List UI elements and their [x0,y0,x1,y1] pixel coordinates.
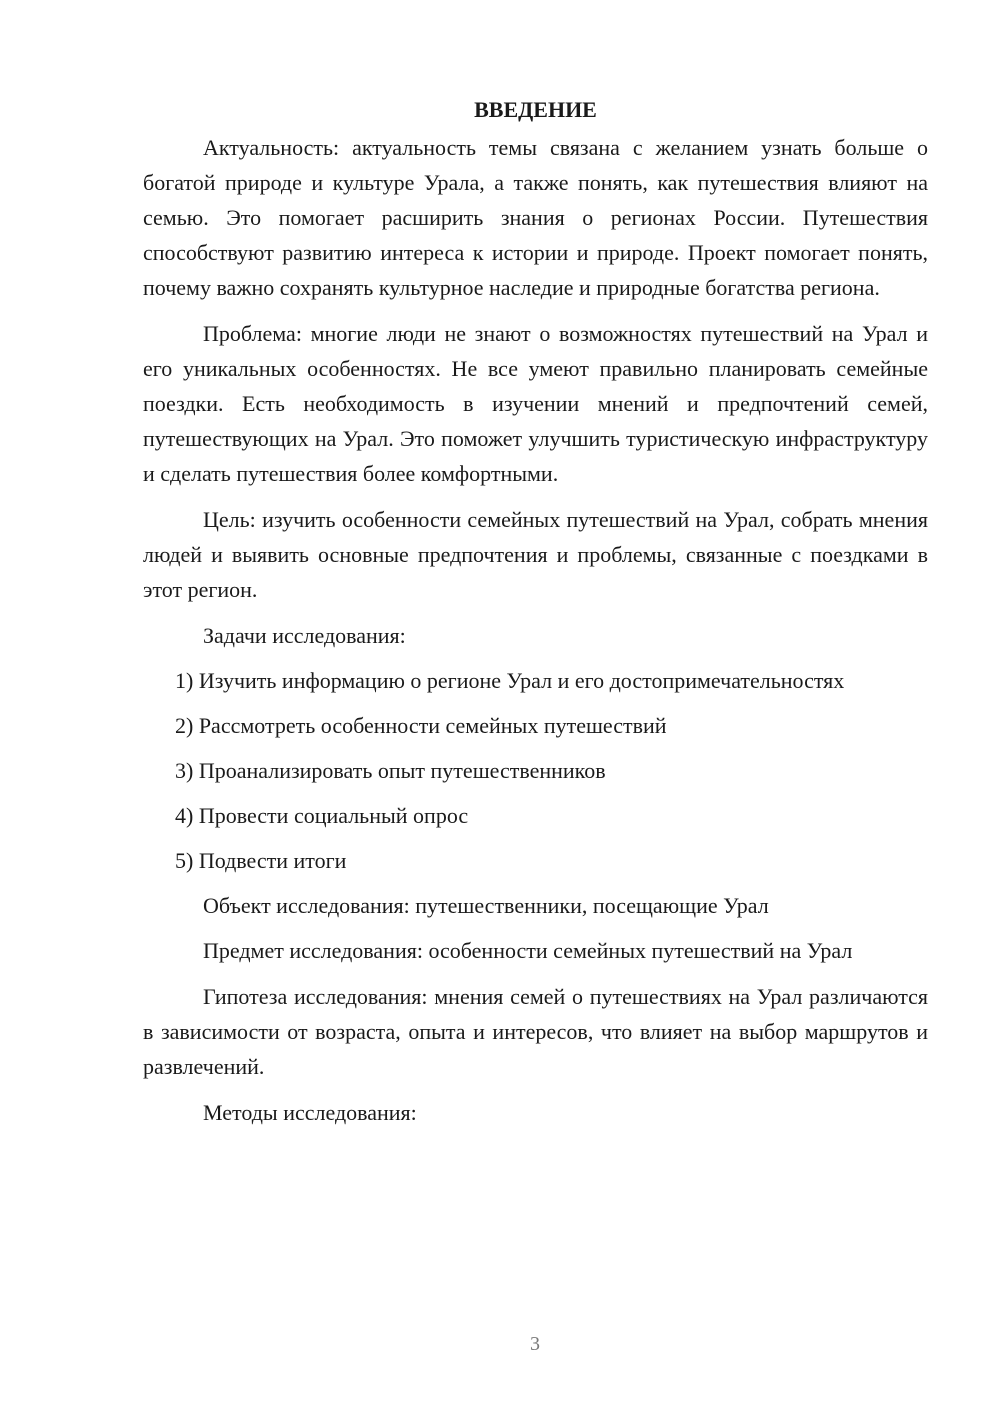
paragraph-hypothesis: Гипотеза исследования: мнения семей о путешествиях на Урал различаются в зависимости от возраста, опыта и интересов, что влияет на выбор маршрутов и развлечений. [143,984,928,1079]
page-number: 3 [530,1333,540,1355]
page-title: ВВЕДЕНИЕ [474,97,597,122]
paragraph-problem: Проблема: многие люди не знают о возможностях путешествий на Урал и его уникальных особенностях. Не все умеют правильно планировать семейные поездки. Есть необходимость в изучении мнений и предпочтений семей, путешествующих на Урал. Это поможет улучшить туристическую инфраструктуру и сделать путешествия более комфортными. [143,321,928,486]
paragraph-subject: Предмет исследования: особенности семейных путешествий на Урал [203,938,853,963]
list-item: 5) Подвести итоги [175,848,347,873]
document-page [143,93,928,1140]
paragraph-goal: Цель: изучить особенности семейных путешествий на Урал, собрать мнения людей и выявить основные предпочтения и проблемы, связанные с поездками в этот регион. [143,507,928,602]
paragraph-relevance: Актуальность: актуальность темы связана с желанием узнать больше о богатой природе и культуре Урала, а также понять, как путешествия влияют на семью. Это помогает расширить знания о регионах России. Путешествия способствуют развитию интереса к истории и природе. Проект помогает понять, почему важно сохранять культурное наследие и природные богатства региона. [143,135,928,300]
list-item: 2) Рассмотреть особенности семейных путешествий [175,713,667,738]
tasks-heading: Задачи исследования: [203,623,406,648]
methods-heading: Методы исследования: [203,1100,417,1125]
list-item: 3) Проанализировать опыт путешественников [175,758,606,783]
tasks-list [143,663,928,878]
paragraph-object: Объект исследования: путешественники, посещающие Урал [203,893,769,918]
list-item: 4) Провести социальный опрос [175,803,469,828]
list-item: 1) Изучить информацию о регионе Урал и его достопримечательностях [175,668,845,693]
